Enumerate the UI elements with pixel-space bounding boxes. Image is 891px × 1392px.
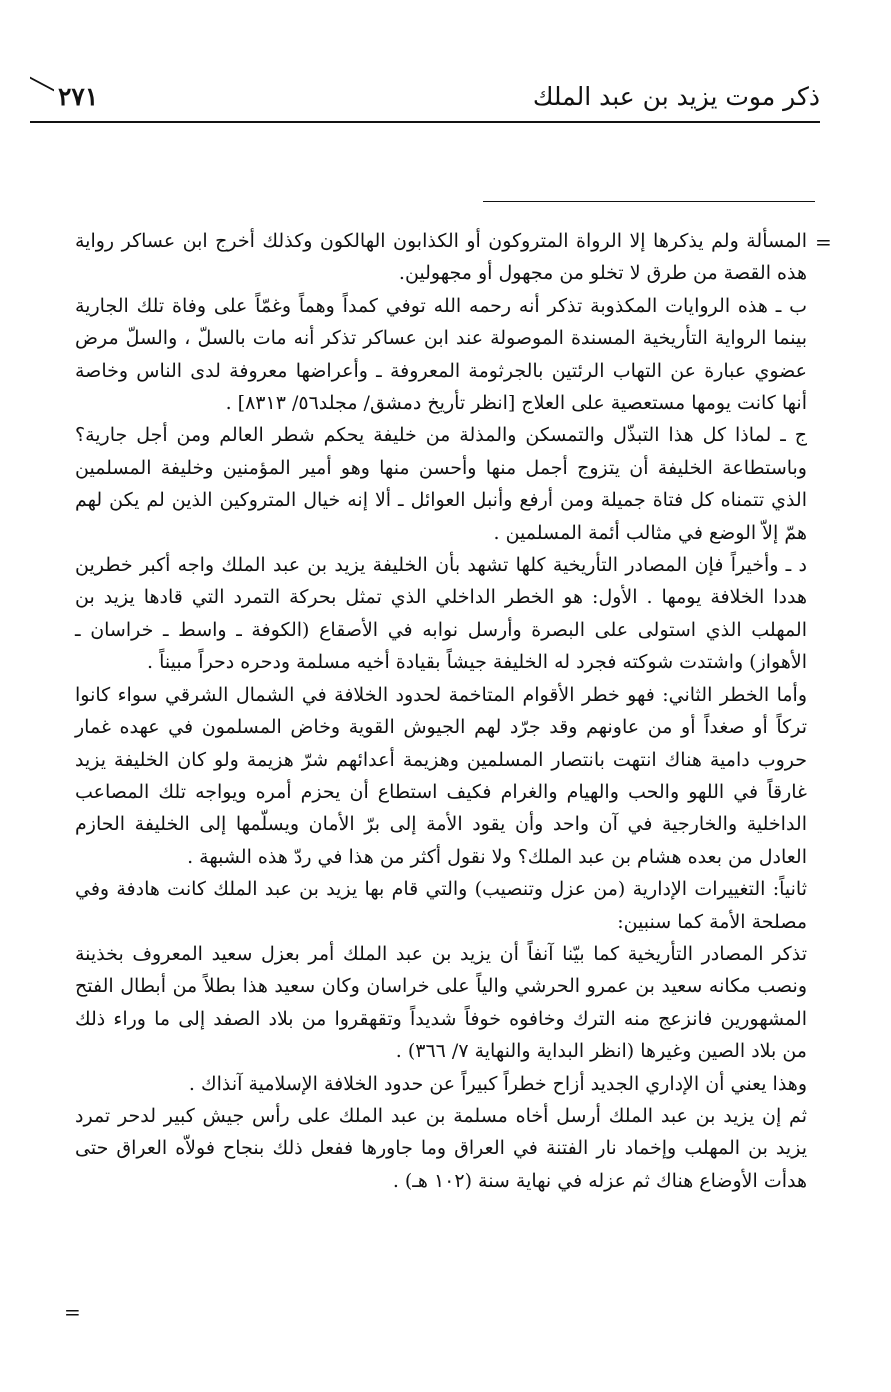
page-number-text: ٢٧١	[58, 82, 99, 111]
paragraph-1: المسألة ولم يذكرها إلا الرواة المتروكون أو الكذابون الهالكون وكذلك أخرج ابن عساكر رواية هذه القصة من طرق لا تخلو من مجهول أو مجهولين.	[75, 230, 807, 285]
continuation-mark-top: =	[815, 230, 832, 254]
paragraph-3: ج ـ لماذا كل هذا التبذّل والتمسكن والمذلة من خليفة يحكم شطر العالم ومن أجل جارية؟ وباستطاعة الخليفة أن يتزوج أجمل منها وأحسن منها وهو أمير المؤمنين وخليفة المسلمين الذي تتمناه كل فتاة جميلة ومن أرفع وأنبل العوائل ـ ألا إنه خيال المتروكين الذين لم يكن لهم همّ إلاّ الوضع في مثالب أئمة المسلمين .	[75, 424, 807, 544]
running-title: ذكر موت يزيد بن عبد الملك	[532, 82, 820, 111]
page-number	[30, 80, 98, 114]
page-corner-mark	[30, 77, 54, 108]
continuation-mark-bottom: =	[64, 1300, 81, 1324]
paragraph-9: ثم إن يزيد بن عبد الملك أرسل أخاه مسلمة بن عبد الملك على رأس جيش كبير لدحر تمرد يزيد بن المهلب وإخماد نار الفتنة في العراق وما جاورها ففعل ذلك بنجاح فولاّه العراق حتى هدأت الأوضاع هناك ثم عزله في نهاية سنة (١٠٢ هـ) .	[75, 1104, 807, 1192]
body-text	[75, 225, 807, 1197]
paragraph-8: وهذا يعني أن الإداري الجديد أزاح خطراً كبيراً عن حدود الخلافة الإسلامية آنذاك .	[188, 1072, 807, 1095]
paragraph-6: ثانياً: التغييرات الإدارية (من عزل وتنصيب) والتي قام بها يزيد بن عبد الملك كانت هادفة وفي مصلحة الأمة كما سنبين:	[75, 878, 807, 933]
header-rule	[30, 121, 820, 123]
footnote-separator	[483, 201, 815, 202]
paragraph-2: ب ـ هذه الروايات المكذوبة تذكر أنه رحمه الله توفي كمداً وهماً وغمّاً على وفاة تلك الجارية بينما الرواية التأريخية المسندة الموصولة عند ابن عساكر تذكر أنه مات بالسلّ ، والسلّ مرض عضوي عبارة عن التهاب الرئتين بالجرثومة المعروفة ـ وأعراضها معروفة لدى الناس وخاصة أنها كانت يومها مستعصية على العلاج [انظر تأريخ دمشق/ مجلد٥٦/ ٨٣١٣] .	[75, 294, 807, 415]
page-header	[30, 80, 820, 120]
paragraph-4: د ـ وأخيراً فإن المصادر التأريخية كلها تشهد بأن الخليفة يزيد بن عبد الملك واجه أكبر خطرين هددا الخلافة يومها . الأول: هو الخطر الداخلي الذي تمثل بحركة التمرد التي قادها يزيد بن المهلب الذي استولى على البصرة وأرسل نوابه في الأصقاع (الكوفة ـ واسط ـ خراسان ـ الأهواز) واشتدت شوكته فجرد له الخليفة جيشاً بقيادة أخيه مسلمة ودحره دحراً مبيناً .	[75, 554, 807, 674]
paragraph-5: وأما الخطر الثاني: فهو خطر الأقوام المتاخمة لحدود الخلافة في الشمال الشرقي سواء كانوا تركاً أو صغداً أو من عاونهم وقد جرّد لهم الجيوش القوية وخاض المسلمون في عهده غمار حروب دامية هناك انتهت بانتصار المسلمين وهزيمة أعدائهم شرّ هزيمة ولو كان الخليفة يزيد غارقاً في اللهو والحب والهيام والغرام فكيف استطاع أن يحزم أمره ويواجه تلك المصاعب الداخلية والخارجية في آن واحد وأن يقود الأمة إلى برّ الأمان ويسلّمها إلى الخليفة الحازم العادل من بعده هشام بن عبد الملك؟ ولا نقول أكثر من هذا في ردّ هذه الشبهة .	[75, 683, 807, 868]
paragraph-7: تذكر المصادر التأريخية كما بيّنا آنفاً أن يزيد بن عبد الملك أمر بعزل سعيد المعروف بخذينة ونصب مكانه سعيد بن عمرو الحرشي والياً على خراسان وكان سعيد هذا بطلاً من أبطال الفتح المشهورين فانزعج منه الترك وخافوه خوفاً شديداً وتقهقروا من بلاد الصفد إلى ما وراء ذلك من بلاد الصين وغيرها (انظر البداية والنهاية ٧/ ٣٦٦) .	[75, 942, 807, 1063]
